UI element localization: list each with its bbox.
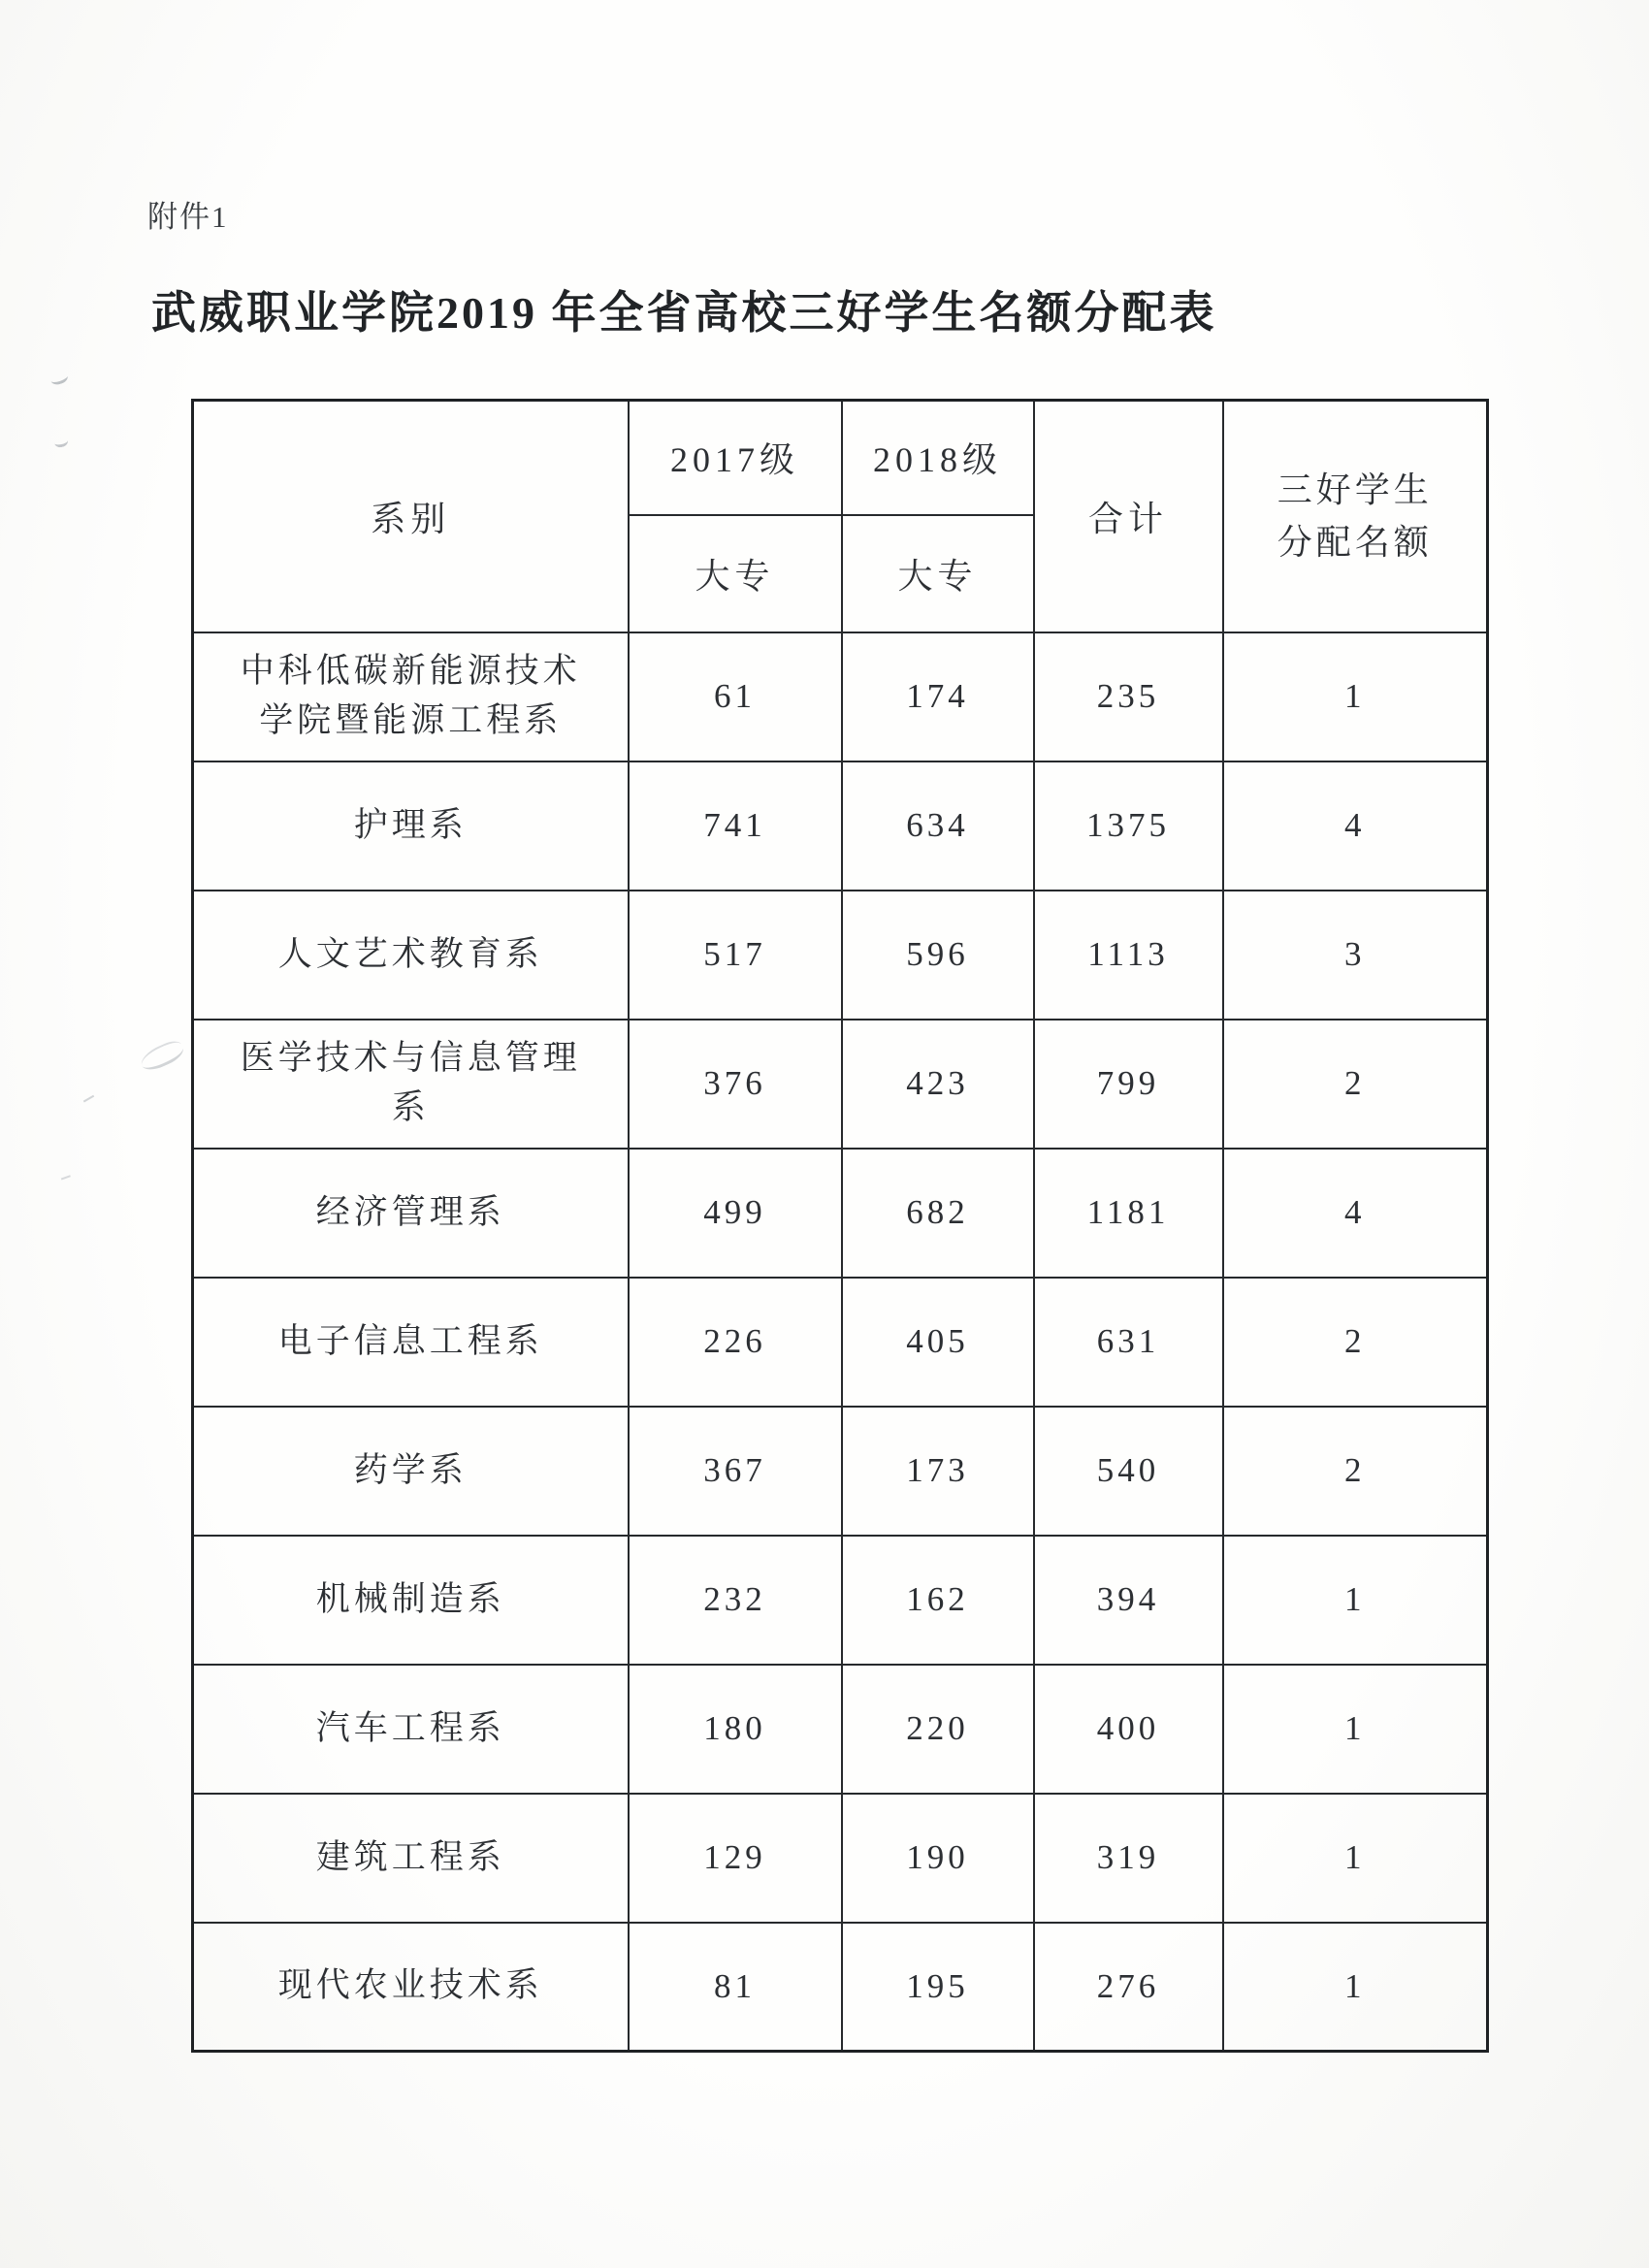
table-row [193, 632, 1488, 761]
total-cell: 400 [1034, 1665, 1223, 1794]
count-2018-cell: 634 [842, 761, 1034, 891]
quota-cell: 1 [1223, 1794, 1488, 1923]
total-cell: 540 [1034, 1407, 1223, 1536]
count-2018-cell: 405 [842, 1278, 1034, 1407]
count-2017-cell: 741 [629, 761, 842, 891]
count-2018-cell: 195 [842, 1923, 1034, 2052]
header-total: 合计 [1034, 401, 1223, 632]
count-2017-cell: 61 [629, 632, 842, 761]
count-2017-cell: 499 [629, 1149, 842, 1278]
scan-speck [81, 1090, 94, 1103]
count-2018-cell: 190 [842, 1794, 1034, 1923]
total-cell: 235 [1034, 632, 1223, 761]
total-cell: 799 [1034, 1020, 1223, 1149]
document-title: 武威职业学院2019 年全省高校三好学生名额分配表 [151, 288, 1217, 338]
header-grade-2017: 2017级 [629, 401, 842, 515]
count-2018-cell: 682 [842, 1149, 1034, 1278]
header-level-2017: 大专 [629, 515, 842, 632]
quota-cell: 2 [1223, 1020, 1488, 1149]
total-cell: 394 [1034, 1536, 1223, 1665]
quota-cell: 2 [1223, 1407, 1488, 1536]
scan-speck [53, 436, 69, 449]
count-2017-cell: 226 [629, 1278, 842, 1407]
department-cell: 护理系 [193, 761, 629, 891]
count-2018-cell: 220 [842, 1665, 1034, 1794]
total-cell: 1113 [1034, 891, 1223, 1020]
table-header [193, 401, 1488, 632]
count-2017-cell: 517 [629, 891, 842, 1020]
total-cell: 276 [1034, 1923, 1223, 2052]
total-cell: 1375 [1034, 761, 1223, 891]
table-row [193, 1794, 1488, 1923]
table-row [193, 1536, 1488, 1665]
department-cell: 电子信息工程系 [193, 1278, 629, 1407]
table-row [193, 1149, 1488, 1278]
quota-cell: 1 [1223, 1923, 1488, 2052]
scan-smudge [138, 1038, 187, 1075]
count-2018-cell: 423 [842, 1020, 1034, 1149]
table-row [193, 761, 1488, 891]
table-row [193, 1407, 1488, 1536]
department-cell: 中科低碳新能源技术学院暨能源工程系 [193, 632, 629, 761]
department-cell: 医学技术与信息管理系 [193, 1020, 629, 1149]
table-row [193, 1665, 1488, 1794]
count-2018-cell: 596 [842, 891, 1034, 1020]
quota-cell: 3 [1223, 891, 1488, 1020]
quota-cell: 1 [1223, 632, 1488, 761]
department-cell: 现代农业技术系 [193, 1923, 629, 2052]
count-2017-cell: 232 [629, 1536, 842, 1665]
quota-cell: 1 [1223, 1665, 1488, 1794]
scan-speck [59, 1171, 71, 1181]
count-2018-cell: 174 [842, 632, 1034, 761]
total-cell: 319 [1034, 1794, 1223, 1923]
header-level-2018: 大专 [842, 515, 1034, 632]
quota-cell: 4 [1223, 1149, 1488, 1278]
count-2017-cell: 180 [629, 1665, 842, 1794]
department-cell: 人文艺术教育系 [193, 891, 629, 1020]
header-grade-2018: 2018级 [842, 401, 1034, 515]
table-row [193, 1278, 1488, 1407]
count-2017-cell: 129 [629, 1794, 842, 1923]
department-cell: 药学系 [193, 1407, 629, 1536]
total-cell: 1181 [1034, 1149, 1223, 1278]
header-quota: 三好学生分配名额 [1223, 401, 1488, 632]
quota-allocation-table [191, 399, 1489, 2053]
quota-cell: 4 [1223, 761, 1488, 891]
header-department: 系别 [193, 401, 629, 632]
total-cell: 631 [1034, 1278, 1223, 1407]
department-cell: 建筑工程系 [193, 1794, 629, 1923]
count-2017-cell: 81 [629, 1923, 842, 2052]
table-row [193, 1020, 1488, 1149]
department-cell: 经济管理系 [193, 1149, 629, 1278]
attachment-label: 附件1 [147, 200, 229, 234]
scan-speck [49, 371, 70, 387]
department-cell: 机械制造系 [193, 1536, 629, 1665]
count-2017-cell: 367 [629, 1407, 842, 1536]
count-2018-cell: 173 [842, 1407, 1034, 1536]
table-row [193, 891, 1488, 1020]
table-row [193, 1923, 1488, 2052]
quota-cell: 2 [1223, 1278, 1488, 1407]
quota-cell: 1 [1223, 1536, 1488, 1665]
count-2018-cell: 162 [842, 1536, 1034, 1665]
department-cell: 汽车工程系 [193, 1665, 629, 1794]
count-2017-cell: 376 [629, 1020, 842, 1149]
table-body [193, 632, 1488, 2052]
header-row-grades [193, 401, 1488, 515]
